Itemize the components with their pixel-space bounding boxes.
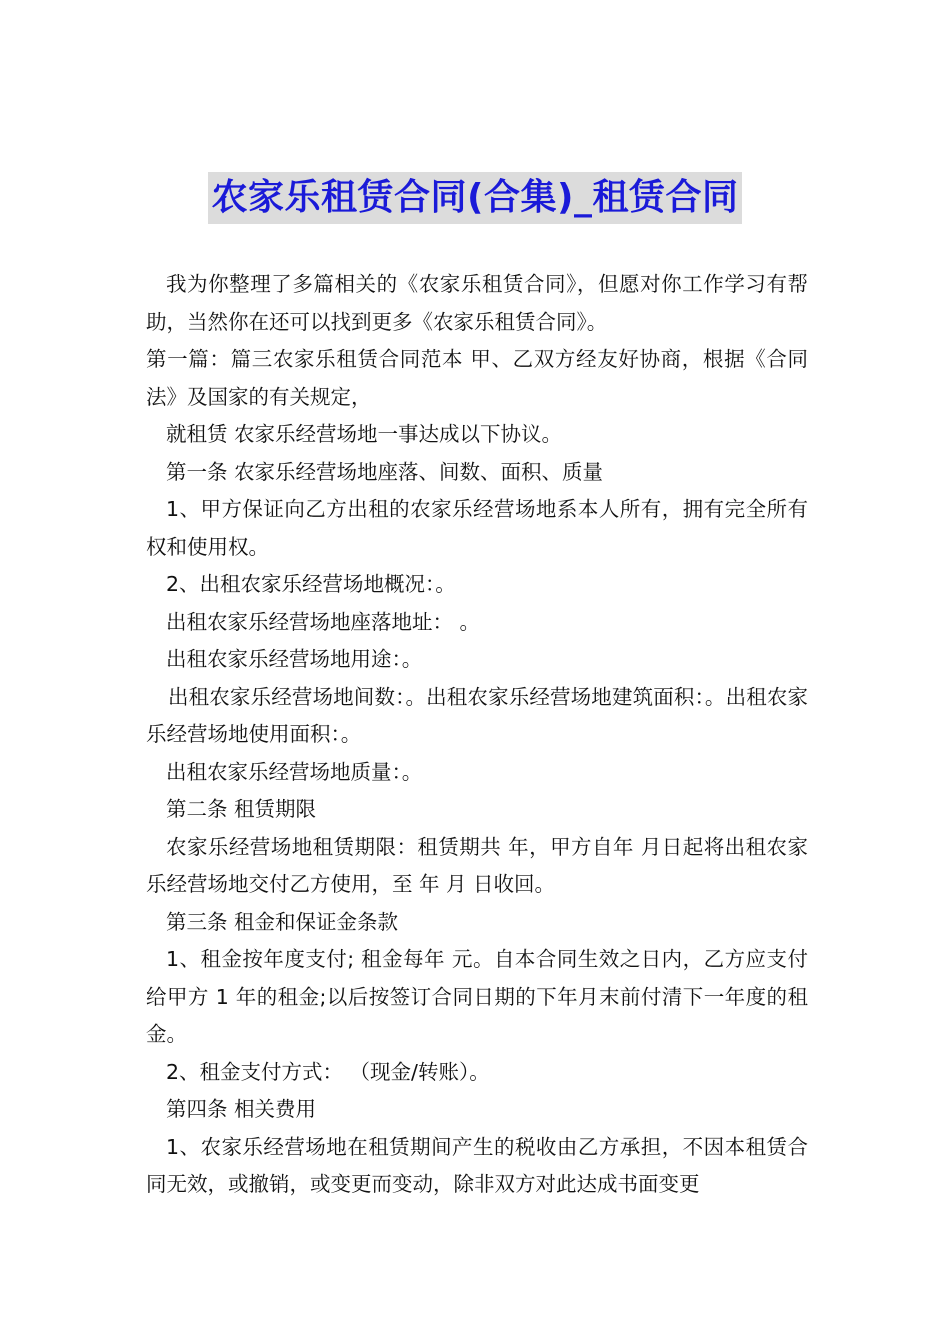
lease-term-paragraph: 农家乐经营场地租赁期限：租赁期共 年，甲方自年 月日起将出租农家乐经营场地交付乙方使用，至 年 月 日收回。 [146, 834, 808, 896]
fees-paragraph: 1、农家乐经营场地在租赁期间产生的税收由乙方承担，不因本租赁合同无效，或撤销，或变更而变动，除非双方对此达成书面变更 [146, 1134, 808, 1196]
article-four-heading: 第四条 相关费用 [166, 1097, 317, 1121]
title-container [0, 172, 950, 224]
payment-method-line: 2、租金支付方式： （现金/转账）。 [166, 1059, 490, 1084]
article-one-heading: 第一条 农家乐经营场地座落、间数、面积、质量 [166, 459, 604, 484]
article-one-item-2: 2、出租农家乐经营场地概况：。 [166, 572, 456, 596]
site-area-line: 出租农家乐经营场地间数：。出租农家乐经营场地建筑面积：。出租农家乐经营场地使用面积：。 [146, 684, 808, 746]
document-body [146, 266, 808, 1204]
agreement-paragraph: 就租赁 农家乐经营场地一事达成以下协议。 [166, 422, 563, 446]
intro-paragraph: 我为你整理了多篇相关的《农家乐租赁合同》，但愿对你工作学习有帮助，当然你在还可以找到更多《农家乐租赁合同》。 [146, 272, 808, 334]
chapter-one-paragraph: 第一篇：篇三农家乐租赁合同范本 甲、乙双方经友好协商，根据《合同法》及国家的有关规定， [146, 347, 808, 409]
document-title: 农家乐租赁合同(合集)_租赁合同 [208, 172, 743, 224]
article-three-heading: 第三条 租金和保证金条款 [166, 909, 399, 934]
site-address-line: 出租农家乐经营场地座落地址： 。 [166, 609, 481, 634]
site-usage-line: 出租农家乐经营场地用途：。 [166, 647, 423, 671]
site-quality-line: 出租农家乐经营场地质量：。 [166, 759, 423, 784]
article-one-item-1: 1、甲方保证向乙方出租的农家乐经营场地系本人所有，拥有完全所有权和使用权。 [146, 497, 808, 559]
rent-payment-paragraph: 1、租金按年度支付; 租金每年 元。自本合同生效之日内，乙方应支付给甲方 1 年的租金;以后按签订合同日期的下年月末前付清下一年度的租金。 [146, 947, 808, 1046]
article-two-heading: 第二条 租赁期限 [166, 797, 317, 821]
